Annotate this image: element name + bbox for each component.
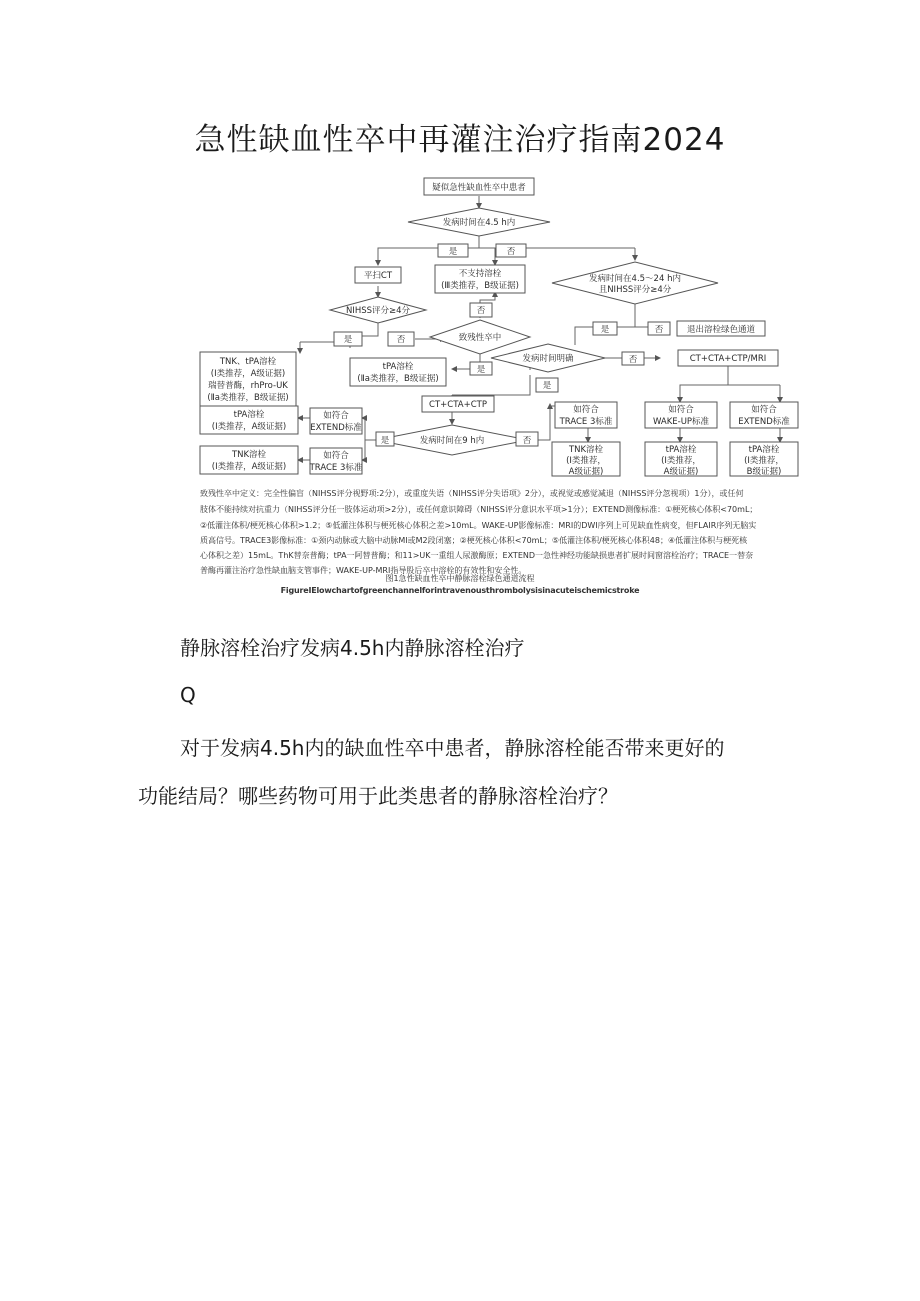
yes-label-3: 是 [600,325,610,335]
no-label-4: 否 [654,325,664,335]
flowchart [190,170,800,482]
r-tnk-line3: A级证据) [568,467,604,477]
disabling-text: 致残性卒中 [458,333,502,343]
wake-tpa-line1: tPA溶栓 [665,445,697,455]
wake-line2: WAKE-UP标准 [652,417,710,427]
r-trace-line1: 如符合 [573,405,599,415]
wake-tpa-line2: (Ⅰ类推荐， [661,456,701,466]
yes-label-6: 是 [380,436,390,446]
onset9-text: 发病时间在9 h内 [419,436,485,446]
caption-line-1: 致残性卒中定义：完全性偏盲（NIHSS评分视野项:2分），或重度失语（NIHSS评分失语项》2分），或视觉或感觉减退（NIHSS评分忽视项）1分），或任何 [200,489,744,498]
ext-line2: EXTEND标准 [738,417,790,427]
tnk-i-a-line2: (Ⅰ类推荐，A级证据) [211,462,287,472]
caption-line-2: 肢体不能持续对抗重力（NIHSS评分任一肢体运动项>2分），或任何意识障碍（NIHSS评分意识水平项>1分）；EXTEND测像标准：①梗死核心体积<70mL； [200,505,758,514]
yes-label-2: 是 [343,335,353,345]
plain-ct-text: 平扫CT [363,271,393,281]
question-line-1: 对于发病4.5h内的缺血性卒中患者，静脉溶栓能否带来更好的 [180,736,725,760]
not-support-line2: (Ⅲ类推荐，B级证据) [441,281,519,291]
question-line-2: 功能结局？哪些药物可用于此类患者的静脉溶栓治疗？ [138,784,618,808]
question-marker: Q [180,683,196,707]
ct-mri-text: CT+CTA+CTP/MRI [689,354,767,364]
no-label-2: 否 [476,306,486,316]
tnk-line4: (Ⅱa类推荐，B级证据) [207,393,289,403]
tpa-i-a-line1: tPA溶栓 [233,410,265,420]
match-trace-line2: TRACE 3标准 [309,463,363,473]
r-tnk-line1: TNK溶栓 [568,445,604,455]
tnk-line2: (Ⅰ类推荐，A级证据) [210,369,286,379]
ct-ctp-text: CT+CTA+CTP [429,400,487,410]
match-extend-line2: EXTEND标准 [310,423,362,433]
onset-4524-line2: 且NIHSS评分≥4分 [598,285,672,295]
r-trace-line2: TRACE 3标准 [559,417,613,427]
document-title: 急性缺血性卒中再灌注治疗指南2024 [194,122,726,158]
ext-tpa-line2: (Ⅰ类推荐， [744,456,784,466]
tpa-i-a-line2: (Ⅰ类推荐，A级证据) [211,422,287,432]
tnk-i-a-line1: TNK溶栓 [231,450,267,460]
figure-title-english: FigureIElowchartofgreenchannelforintravenousthrombolysisinacuteischemicstroke [280,586,640,595]
onset45-text: 发病时间在4.5 h内 [442,218,516,228]
nihss-text: NIHSS评分≥4分 [345,306,411,316]
no-label-1: 否 [506,247,516,257]
no-label-6: 否 [522,436,532,446]
ext-tpa-line1: tPA溶栓 [748,445,780,455]
ext-line1: 如符合 [751,405,777,415]
tpa-iia-line2: (Ⅱa类推荐，B级证据) [357,374,439,384]
yes-label-4: 是 [476,365,486,375]
yes-label-5: 是 [542,381,552,391]
tnk-line3: 瑞替普酶，rhPro-UK [208,381,288,391]
caption-line-3: ②低灌注体积/梗死核心体积>1.2；⑤低灌注体积与梗死核心体积之差>10mL。WAKE-UP影像标准：MRI的DWI序列上可见缺血性病变，但FLAIR序列无脑实 [200,521,757,530]
ext-tpa-line3: B级证据) [746,467,782,477]
no-label-5: 否 [628,355,638,365]
tnk-line1: TNK、tPA溶栓 [219,357,277,367]
onset-clear-text: 发病时间明确 [522,354,574,364]
wake-line1: 如符合 [668,405,694,415]
caption-line-6: 普酶再灌注治疗急性缺血脑支管事件；WAKE-UP-MRI指导股后卒中溶栓的有效性和安全性。 [200,566,527,575]
wake-tpa-line3: A级证据) [663,467,699,477]
caption-line-4: 质高信号。TRACE3影像标准：①颈内动脉或大脑中动脉MI或M2段闭塞；②梗死核心体积<70mL；⑤低灌注体积/梗死核心体积48；④低灌注体积与梗死核 [200,536,748,545]
caption-line-5: 心体积之差）15mL。ThK替奈普酶；tPA一阿替普酶；和11>UK一重组人尿激酶原；EXTEND一急性神经功能缺损患者扩展时间窗溶栓治疗；TRACE一替奈 [200,551,754,560]
match-extend-line1: 如符合 [323,411,349,421]
section-heading: 静脉溶栓治疗发病4.5h内静脉溶栓治疗 [180,636,525,660]
tpa-iia-line1: tPA溶栓 [382,362,414,372]
figure-title: 图1急性缺血性卒中静脉溶栓绿色通道流程 [385,574,535,583]
match-trace-line1: 如符合 [323,451,349,461]
exit-green-text: 退出溶栓绿色通道 [686,325,756,335]
r-tnk-line2: (Ⅰ类推荐， [566,456,606,466]
suspect-text: 疑似急性缺血性卒中患者 [432,183,526,193]
onset-4524-line1: 发病时间在4.5～24 h内 [589,274,681,284]
yes-label-1: 是 [448,247,458,257]
no-label-3: 否 [396,335,406,345]
not-support-line1: 不支持溶栓 [458,269,502,279]
